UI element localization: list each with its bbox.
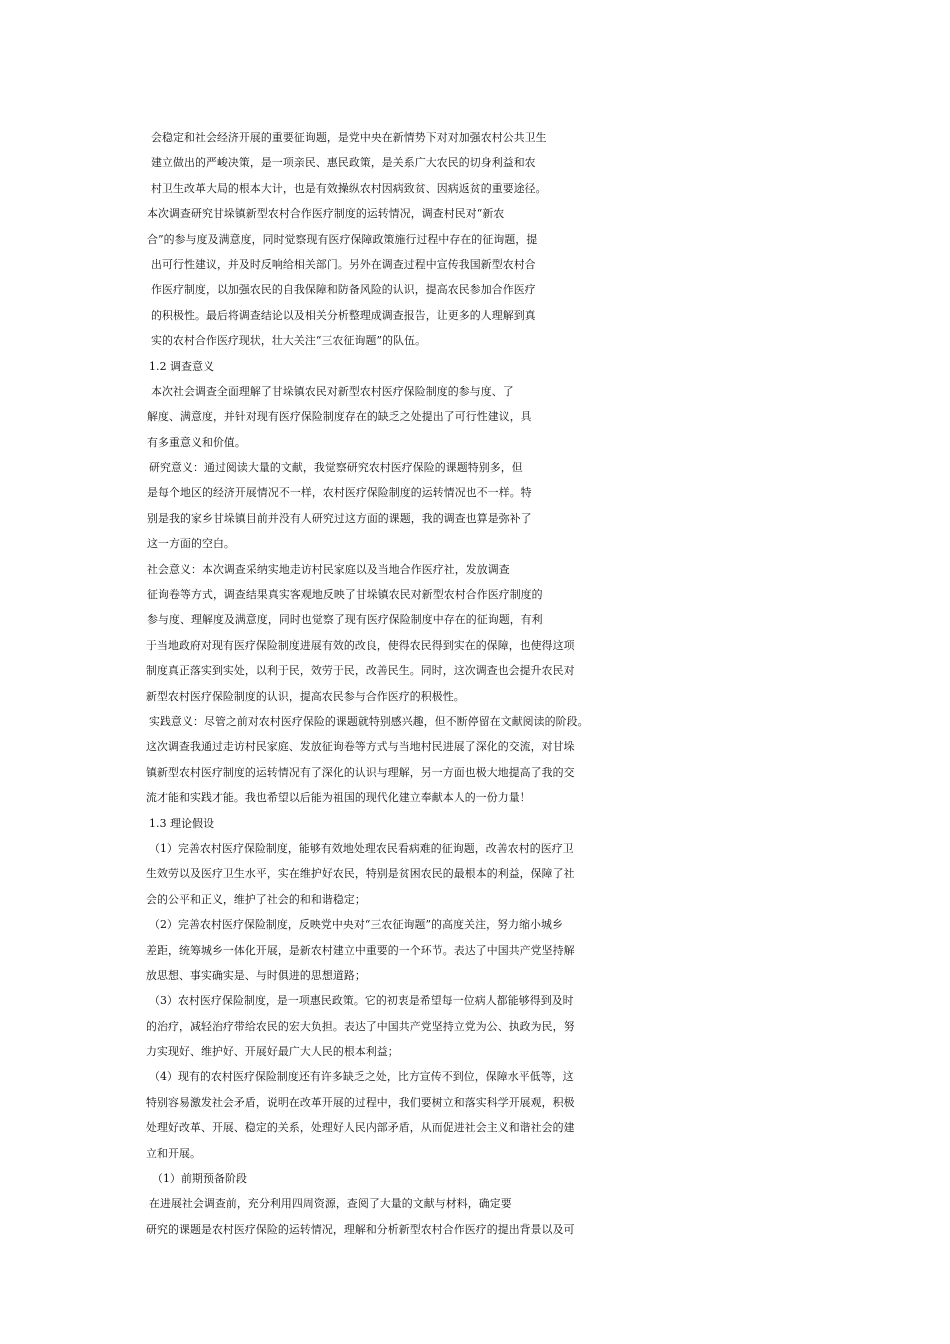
document-body <box>0 125 950 1242</box>
text-line: 别是我的家乡甘垛镇目前并没有人研究过这方面的课题，我的调查也算是弥补了 <box>147 511 532 525</box>
text-line: 在进展社会调查前，充分利用四周资源，查阅了大量的文献与材料，确定要 <box>149 1197 512 1211</box>
section-heading: 1.2 调查意义 <box>149 359 215 373</box>
text-line: 会的公平和正义，维护了社会的和和谐稳定； <box>146 892 366 906</box>
text-line: 出可行性建议，并及时反响给相关部门。另外在调查过程中宣传我国新型农村合 <box>151 257 536 271</box>
text-line: 差距，统筹城乡一体化开展，是新农村建立中重要的一个环节。表达了中国共产党坚持解 <box>146 943 575 957</box>
text-line: 作医疗制度，以加强农民的自我保障和防备风险的认识，提高农民参加合作医疗 <box>151 283 536 297</box>
section-heading: 1.3 理论假设 <box>149 816 215 830</box>
text-line: 有多重意义和价值。 <box>147 435 246 449</box>
text-line: （2）完善农村医疗保险制度，反映党中央对“三农征询题”的高度关注，努力缩小城乡 <box>149 918 564 932</box>
text-line: 会稳定和社会经济开展的重要征询题，是党中央在新情势下对对加强农村公共卫生 <box>151 131 547 144</box>
text-line: 村卫生改革大局的根本大计，也是有效操纵农村因病致贫、因病返贫的重要途径。 <box>151 181 547 195</box>
text-line: （1）完善农村医疗保险制度，能够有效地处理农民看病难的征询题，改善农村的医疗卫 <box>149 841 574 855</box>
text-line: 处理好改革、开展、稳定的关系，处理好人民内部矛盾，从而促进社会主义和谐社会的建 <box>146 1121 575 1135</box>
text-line: 研究意义：通过阅读大量的文献，我觉察研究农村医疗保险的课题特别多，但 <box>149 461 523 475</box>
text-line: 流才能和实践才能。我也希望以后能为祖国的现代化建立奉献本人的一份力量！ <box>146 791 531 805</box>
text-line: （3）农村医疗保险制度，是一项惠民政策。它的初衷是希望每一位病人都能够得到及时 <box>149 994 574 1008</box>
text-line: 放思想、事实确实是、与时俱进的思想道路； <box>146 968 366 982</box>
text-line: 研究的课题是农村医疗保险的运转情况，理解和分析新型农村合作医疗的提出背景以及可 <box>146 1222 575 1236</box>
text-line: 合”的参与度及满意度，同时觉察现有医疗保障政策施行过程中存在的征询题，提 <box>147 232 538 246</box>
text-line: 新型农村医疗保险制度的认识，提高农民参与合作医疗的积极性。 <box>146 689 465 703</box>
text-line: 参与度、理解度及满意度，同时也觉察了现有医疗保险制度中存在的征询题，有利 <box>147 613 543 627</box>
text-line: 社会意义：本次调查采纳实地走访村民家庭以及当地合作医疗社，发放调查 <box>147 562 510 576</box>
text-line: 力实现好、维护好、开展好最广大人民的根本利益； <box>146 1045 399 1059</box>
text-line: 本次社会调查全面理解了甘垛镇农民对新型农村医疗保险制度的参与度、了 <box>151 384 514 398</box>
text-line: 实践意义：尽管之前对农村医疗保险的课题就特别感兴趣，但不断停留在文献阅读的阶段。 <box>149 714 589 728</box>
text-line: 实的农村合作医疗现状，壮大关注“三农征询题”的队伍。 <box>151 334 427 348</box>
text-line: 解度、满意度，并针对现有医疗保险制度存在的缺乏之处提出了可行性建议，具 <box>147 410 532 424</box>
section-heading: （1）前期预备阶段 <box>152 1172 247 1186</box>
text-line: 是每个地区的经济开展情况不一样，农村医疗保险制度的运转情况也不一样。特 <box>147 486 532 500</box>
text-line: （4）现有的农村医疗保险制度还有许多缺乏之处，比方宣传不到位，保障水平低等，这 <box>149 1070 574 1084</box>
text-line: 生效劳以及医疗卫生水平，实在维护好农民，特别是贫困农民的最根本的利益，保障了社 <box>146 867 575 881</box>
text-line: 建立做出的严峻决策，是一项亲民、惠民政策，是关系广大农民的切身利益和农 <box>151 156 536 170</box>
text-line: 这次调查我通过走访村民家庭、发放征询卷等方式与当地村民进展了深化的交流，对甘垛 <box>146 740 575 754</box>
text-line: 立和开展。 <box>146 1146 201 1160</box>
text-line: 于当地政府对现有医疗保险制度进展有效的改良，使得农民得到实在的保障，也使得这项 <box>146 638 575 652</box>
text-line: 本次调查研究甘垛镇新型农村合作医疗制度的运转情况，调查村民对“新农 <box>147 207 505 221</box>
text-line: 制度真正落实到实处，以利于民，效劳于民，改善民生。同时，这次调查也会提升农民对 <box>146 664 575 678</box>
text-line: 镇新型农村医疗制度的运转情况有了深化的认识与理解，另一方面也极大地提高了我的交 <box>146 765 575 779</box>
text-line: 的积极性。最后将调查结论以及相关分析整理成调查报告，让更多的人理解到真 <box>151 308 536 322</box>
text-line: 征询卷等方式，调查结果真实客观地反映了甘垛镇农民对新型农村合作医疗制度的 <box>147 588 543 602</box>
text-line: 特别容易激发社会矛盾，说明在改革开展的过程中，我们要树立和落实科学开展观，积极 <box>146 1095 575 1109</box>
text-line: 这一方面的空白。 <box>147 537 235 551</box>
text-line: 的治疗，减轻治疗带给农民的宏大负担。表达了中国共产党坚持立党为公、执政为民，努 <box>146 1019 575 1033</box>
